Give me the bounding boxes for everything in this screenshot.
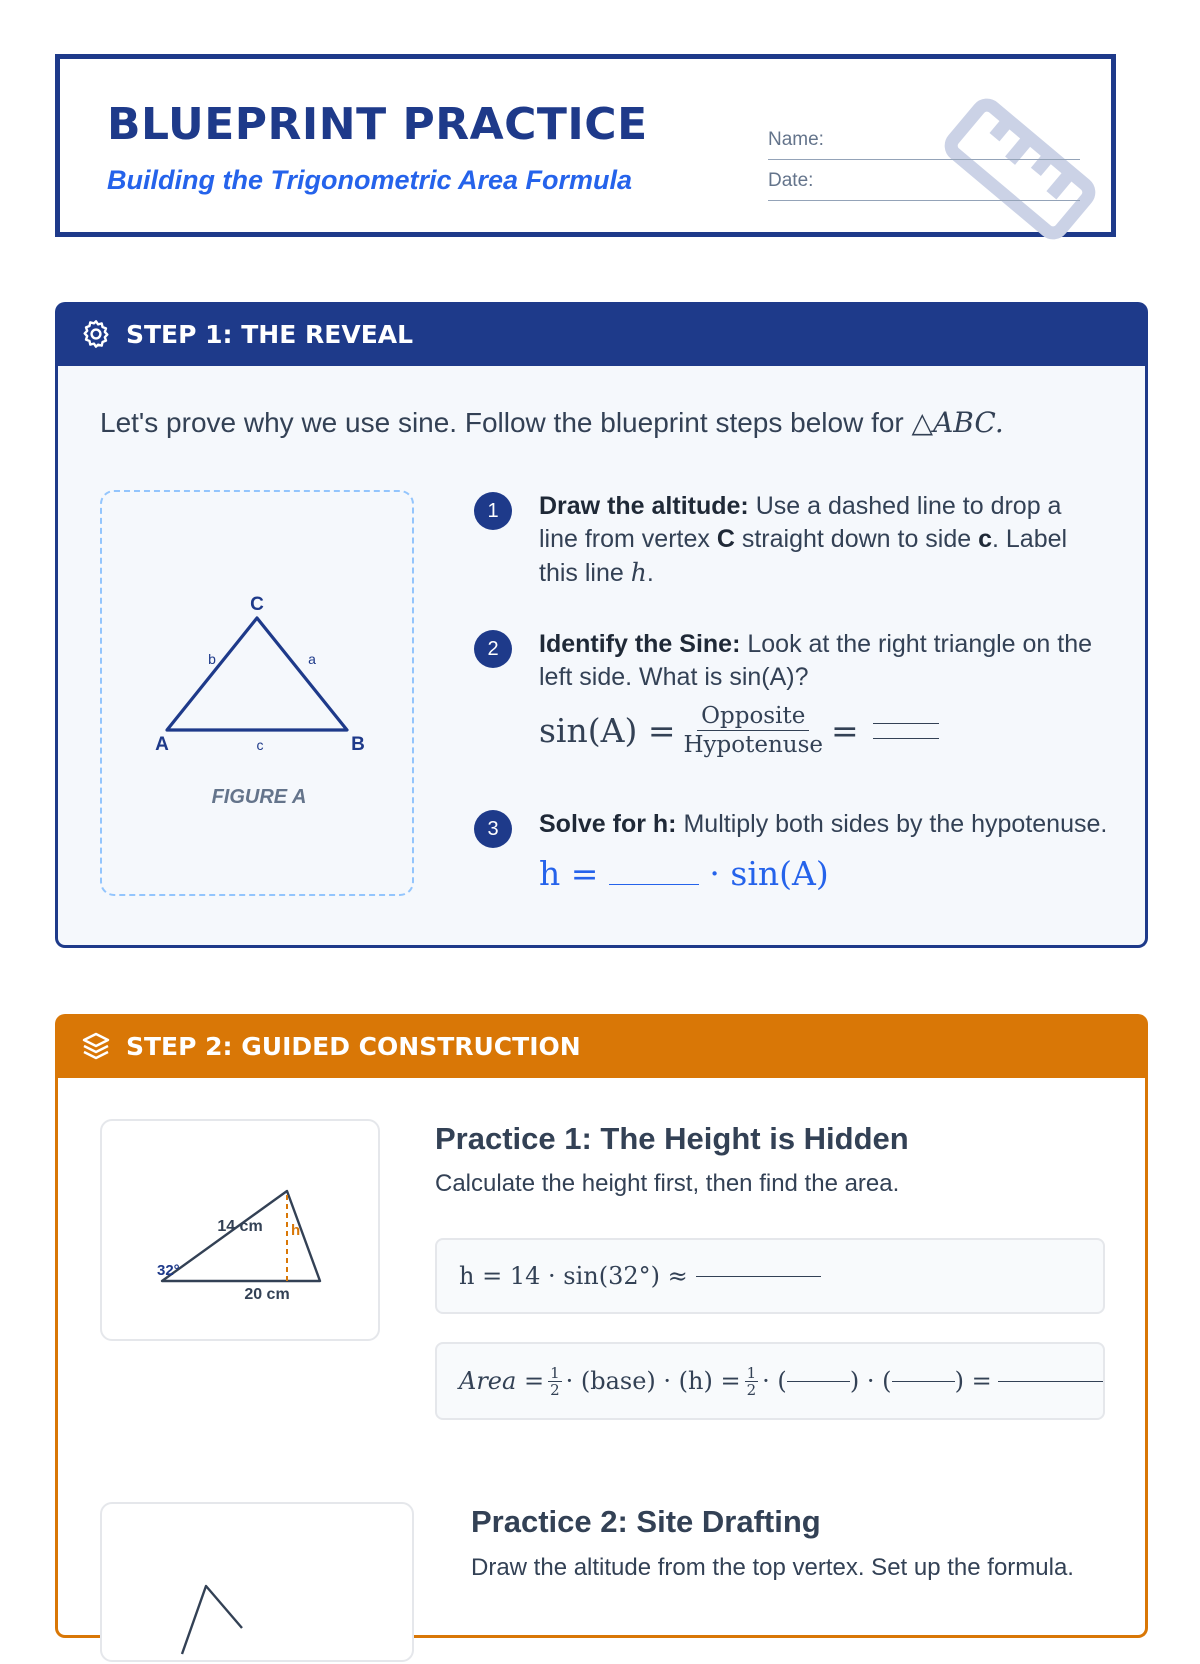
practice1-base-blank[interactable]: [787, 1380, 850, 1382]
height-eq-lhs: h =: [539, 854, 599, 893]
practice1-title: Practice 1: The Height is Hidden: [435, 1121, 909, 1156]
step1-header: [55, 302, 1148, 366]
practice1-eq2-open1: · (: [762, 1367, 787, 1395]
practice1-eq2-open2: ) · (: [849, 1367, 892, 1395]
name-field[interactable]: [768, 129, 1080, 160]
vertex-a-label: A: [155, 734, 169, 755]
height-blank[interactable]: [609, 883, 699, 885]
date-field[interactable]: [768, 170, 1080, 201]
practice1-base-label: 20 cm: [244, 1286, 290, 1303]
step-1-text-a: Use a dashed line to drop a line from vertex: [539, 492, 1062, 553]
sine-equation: [539, 702, 939, 759]
sine-denominator: Hypotenuse: [683, 732, 823, 758]
page-title: BLUEPRINT PRACTICE: [107, 99, 648, 150]
practice1-description: Calculate the height first, then find the area.: [435, 1170, 900, 1197]
practice2-title: Practice 2: Site Drafting: [471, 1504, 821, 1539]
sine-eq-mid: =: [831, 711, 859, 750]
half-num-1: 1: [550, 1363, 560, 1382]
practice2-figure-box: [100, 1502, 414, 1662]
intro-math: △ABC.: [911, 406, 1004, 439]
step-1-text-b: straight down to side: [741, 525, 972, 553]
half-den-2: 2: [746, 1380, 757, 1399]
worksheet-header: [55, 54, 1116, 237]
practice1-area-label: Area =: [459, 1367, 545, 1395]
step-1-bold: Draw the altitude:: [539, 492, 749, 520]
vertex-b-label: B: [351, 734, 365, 755]
practice2-description: Draw the altitude from the top vertex. Set up the formula.: [471, 1554, 1074, 1581]
ruler-icon: [935, 89, 1105, 249]
step-1-text-c: . Label this line: [539, 525, 1068, 587]
step-1-vertex: C: [716, 525, 735, 553]
step-3-bold: Solve for h:: [539, 810, 677, 838]
vertex-c-label: C: [250, 594, 264, 615]
step-number-3: 3: [474, 810, 512, 848]
practice1-height-label: h: [291, 1222, 301, 1239]
height-eq-rhs: · sin(A): [709, 854, 829, 893]
sine-answer-blank[interactable]: [873, 723, 939, 739]
step-3-desc: Multiply both sides by the hypotenuse.: [683, 810, 1108, 838]
side-c-label: c: [256, 737, 264, 753]
practice2-triangle: [102, 1504, 416, 1664]
step-2-bold: Identify the Sine:: [539, 630, 741, 658]
step2-body: [55, 1078, 1148, 1638]
intro-text: Let's prove why we use sine. Follow the blueprint steps below for: [100, 407, 904, 438]
half-fraction-2: [745, 1365, 759, 1398]
practice1-h-blank[interactable]: [892, 1380, 955, 1382]
step2-title: STEP 2: GUIDED CONSTRUCTION: [126, 1031, 581, 1061]
step1-title: STEP 1: THE REVEAL: [126, 319, 414, 349]
step-number-2: 2: [474, 630, 512, 668]
practice1-eq2-mid: · (base) · (h) =: [565, 1367, 741, 1395]
side-a-label: a: [308, 651, 316, 667]
side-b-label: b: [208, 651, 216, 667]
practice1-eq1-text: h = 14 · sin(32°) ≈: [459, 1262, 688, 1290]
step-2-desc: Look at the right triangle on the left side. What is sin(A)?: [539, 630, 1093, 691]
step-1-text-d: .: [646, 559, 654, 587]
gear-icon: [80, 318, 112, 350]
practice1-angle-label: 32°: [157, 1262, 180, 1279]
sine-eq-lhs: sin(A) =: [539, 711, 676, 750]
sine-numerator: Opposite: [697, 702, 809, 731]
half-fraction-1: [548, 1365, 562, 1398]
practice1-area-blank[interactable]: [998, 1380, 1103, 1382]
step-2-text: [539, 628, 1099, 694]
layers-icon: [80, 1030, 112, 1062]
practice1-figure-box: [100, 1119, 380, 1341]
sine-fraction: [683, 702, 823, 759]
step-3-text: [539, 808, 1139, 841]
step-1-text: [539, 490, 1099, 590]
step-1-side: c: [978, 525, 993, 553]
name-label: Name:: [768, 129, 824, 150]
triangle-abc: [102, 492, 416, 898]
figure-a-box: [100, 490, 414, 896]
practice1-eq2-close: ) =: [954, 1367, 992, 1395]
practice1-side-label: 14 cm: [217, 1218, 263, 1235]
step1-body: [55, 366, 1148, 948]
height-equation: [539, 854, 829, 893]
figure-caption: FIGURE A: [211, 786, 307, 808]
practice1-area-eq: [435, 1342, 1105, 1420]
step1-intro: [100, 406, 1004, 439]
date-label: Date:: [768, 170, 814, 191]
half-den-1: 2: [550, 1380, 560, 1399]
practice1-triangle: [102, 1121, 382, 1343]
step-number-1: 1: [474, 492, 512, 530]
practice1-height-eq: [435, 1238, 1105, 1314]
step-1-var: h: [630, 558, 647, 587]
half-num-2: 1: [746, 1363, 757, 1382]
practice1-height-blank[interactable]: [696, 1275, 821, 1277]
step2-header: [55, 1014, 1148, 1078]
page-subtitle: Building the Trigonometric Area Formula: [107, 165, 633, 195]
